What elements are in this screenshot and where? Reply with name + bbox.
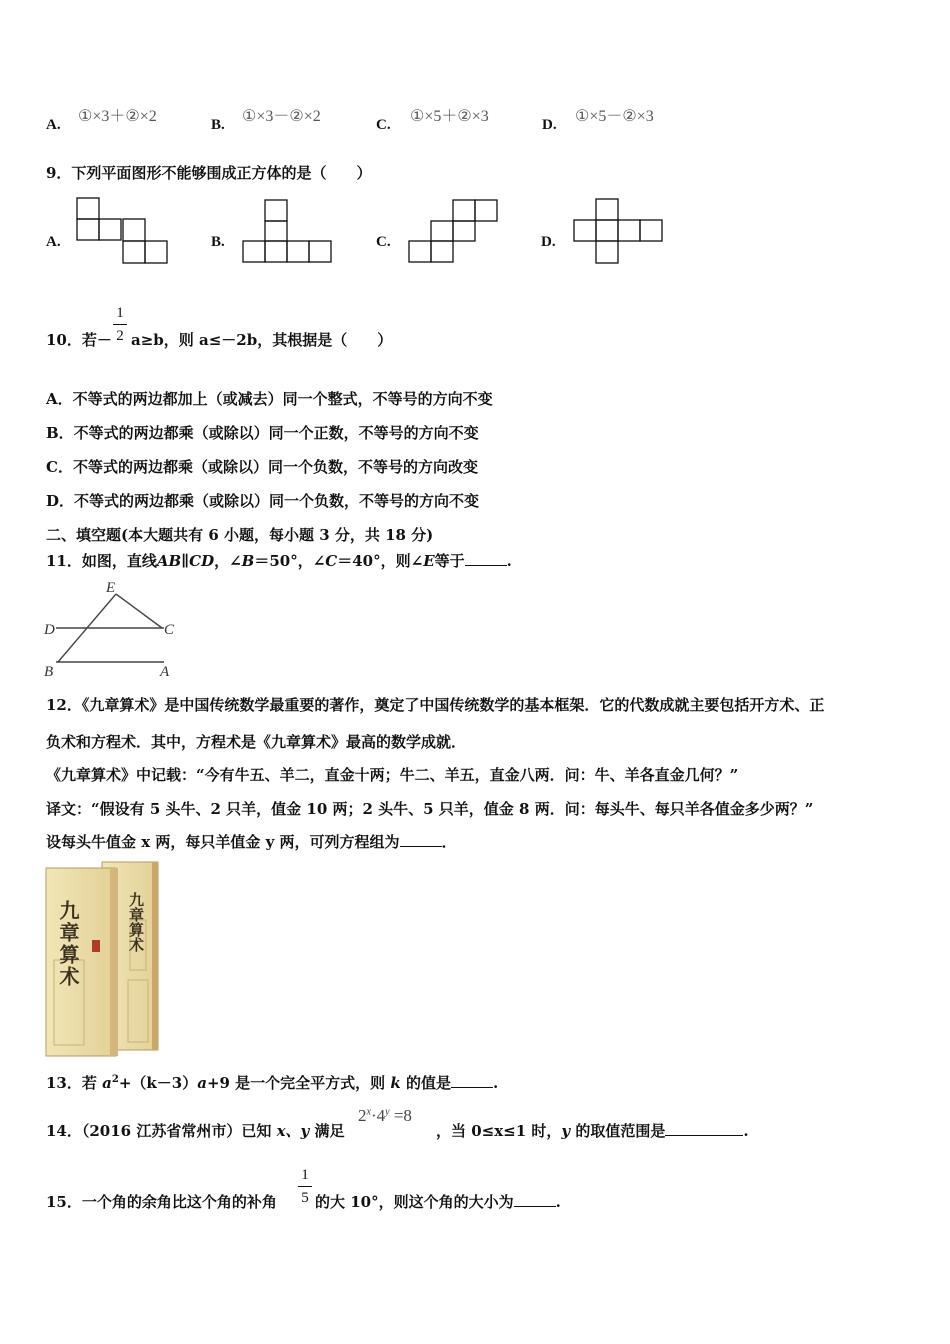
- q12-line-1: 12．《九章算术》是中国传统数学最重要的著作，奠定了中国传统数学的基本框架．它的代数成就主要包括开方术、正: [46, 696, 825, 714]
- q13-k: k: [390, 1074, 401, 1092]
- q11-figure: [44, 580, 184, 680]
- q14-prefix: 14．（2016 江苏省常州市）已知: [46, 1122, 277, 1140]
- book-image: [44, 860, 164, 1058]
- q9-net-c: [408, 199, 503, 265]
- q13-end: .: [493, 1074, 499, 1092]
- fraction-bar: [298, 1186, 312, 1187]
- q8-option-c-label: C.: [376, 117, 391, 133]
- q13-sup: 2: [111, 1074, 119, 1085]
- book-back-spine: [152, 862, 158, 1050]
- q8-option-b-expr: ①×3－②×2: [242, 108, 321, 125]
- q11-ab-cd: AB∥CD: [156, 552, 215, 570]
- q13-mid2: +9 是一个完全平方式，则: [206, 1074, 391, 1092]
- q11-stem: [46, 550, 512, 571]
- q12-line-5-text: 设每头牛值金 x 两，每只羊值金 y 两，可列方程组为: [46, 833, 400, 851]
- q14-eq-sup1: x: [366, 1106, 371, 1118]
- q10-prefix: 10．若－: [46, 331, 112, 349]
- q11-e: E: [423, 552, 435, 570]
- q14-eq-dot: ·4: [370, 1106, 386, 1125]
- q9-stem: 9．下列平面图形不能够围成正方体的是（ ）: [46, 164, 372, 182]
- q9-net-a: [76, 197, 176, 267]
- q8-option-d-expr: ①×5－②×3: [575, 108, 654, 125]
- q10-frac-den: 2: [116, 328, 124, 344]
- q15-answer-blank: [514, 1206, 556, 1207]
- label-e: E: [106, 580, 116, 596]
- q14-eq-base1: 2: [358, 1106, 367, 1125]
- q14-end: .: [743, 1122, 749, 1140]
- q13-suffix: 的值是: [400, 1074, 452, 1092]
- q14-stem: [46, 1120, 344, 1141]
- q14-stem-rest: [436, 1120, 749, 1141]
- q15-prefix: 15．一个角的余角比这个角的补角: [46, 1193, 277, 1211]
- q12-answer-blank: [400, 846, 442, 847]
- label-a: A: [160, 664, 170, 680]
- q14-y: y: [561, 1122, 571, 1140]
- q12-line-5: [46, 831, 457, 852]
- q14-xy: x、y: [276, 1122, 310, 1140]
- label-c: C: [164, 622, 175, 638]
- q10-fraction: [113, 304, 127, 345]
- q11-prefix: 11．如图，直线: [46, 552, 157, 570]
- q15-suffix: 的大 10°，则这个角的大小为: [315, 1193, 514, 1211]
- book-front-spine: [110, 868, 118, 1056]
- q10-frac-num: 1: [116, 305, 124, 321]
- q13-a: a: [102, 1074, 112, 1092]
- q14-cond: ，当 0≤x≤1 时，: [436, 1122, 562, 1140]
- q13-mid: +（k－3）: [118, 1074, 198, 1092]
- book-seal: [92, 940, 100, 952]
- q14-eq-sup2: y: [385, 1106, 390, 1118]
- q10-option-a: A．不等式的两边都加上（或减去）同一个整式，不等号的方向不变: [46, 390, 493, 408]
- q11-mid3: ＝40°，则∠: [337, 552, 424, 570]
- line-ec: [116, 594, 162, 628]
- label-b: B: [44, 664, 54, 680]
- book-title-char: 九章算术: [56, 900, 80, 988]
- q10-option-d: D．不等式的两边都乘（或除以）同一个负数，不等号的方向不变: [46, 492, 480, 510]
- q15-stem-rest: [315, 1191, 561, 1212]
- q11-end: .: [506, 552, 512, 570]
- q11-b: B: [241, 552, 255, 570]
- q13-answer-blank: [451, 1087, 493, 1088]
- q11-suffix: 等于: [434, 552, 465, 570]
- q15-frac-den: 5: [301, 1190, 309, 1206]
- q13-prefix: 13．若: [46, 1074, 103, 1092]
- q15-end: .: [555, 1193, 561, 1211]
- q12-line-3: 《九章算术》中记载：“今有牛五、羊二，直金十两；牛二、羊五，直金八两．问：牛、羊各直金几何？”: [46, 766, 739, 784]
- q9-net-b: [243, 199, 338, 265]
- q14-eq-rhs: =8: [393, 1106, 412, 1125]
- q14-answer-blank: [665, 1135, 743, 1136]
- label-d: D: [44, 622, 55, 638]
- q8-option-b-label: B.: [211, 117, 225, 133]
- q11-mid1: ，∠: [214, 552, 242, 570]
- q9-option-c-label: C.: [376, 234, 391, 250]
- q9-option-b-label: B.: [211, 234, 225, 250]
- q8-option-a-label: A.: [46, 117, 61, 133]
- q8-option-d-label: D.: [542, 117, 557, 133]
- q9-option-d-label: D.: [541, 234, 556, 250]
- q10-option-b: B．不等式的两边都乘（或除以）同一个正数，不等号的方向不变: [46, 424, 479, 442]
- q15-fraction: [298, 1166, 312, 1207]
- q14-mid: 满足: [309, 1122, 345, 1140]
- q13-a2: a: [197, 1074, 207, 1092]
- q14-suffix: 的取值范围是: [570, 1122, 666, 1140]
- q10-option-c: C．不等式的两边都乘（或除以）同一个负数，不等号的方向改变: [46, 458, 478, 476]
- q15-frac-num: 1: [301, 1167, 309, 1183]
- q8-option-a-expr: ①×3＋②×2: [78, 108, 157, 125]
- book-title-char-back: 九章算术: [127, 892, 145, 952]
- q9-net-d: [574, 198, 669, 266]
- q12-line-4: 译文：“假设有 5 头牛、2 只羊，值金 10 两；2 头牛、5 只羊，值金 8 两．问：每头牛、每只羊各值金多少两？”: [46, 800, 814, 818]
- section-2-heading: 二、填空题(本大题共有 6 小题，每小题 3 分，共 18 分): [46, 526, 434, 544]
- q11-answer-blank: [465, 565, 507, 566]
- q13-stem: [46, 1072, 498, 1093]
- q12-line-2: 负术和方程术．其中，方程术是《九章算术》最高的数学成就．: [46, 733, 467, 751]
- q9-option-a-label: A.: [46, 234, 61, 250]
- fraction-bar: [113, 324, 127, 325]
- q11-c: C: [325, 552, 338, 570]
- q11-mid2: ＝50°，∠: [254, 552, 326, 570]
- q14-equation: [358, 1106, 412, 1126]
- q10-stem-rest: a≥b，则 a≤－2b，其根据是（ ）: [131, 331, 393, 349]
- q8-option-c-expr: ①×5＋②×3: [410, 108, 489, 125]
- q12-line-5-end: ．: [441, 833, 457, 851]
